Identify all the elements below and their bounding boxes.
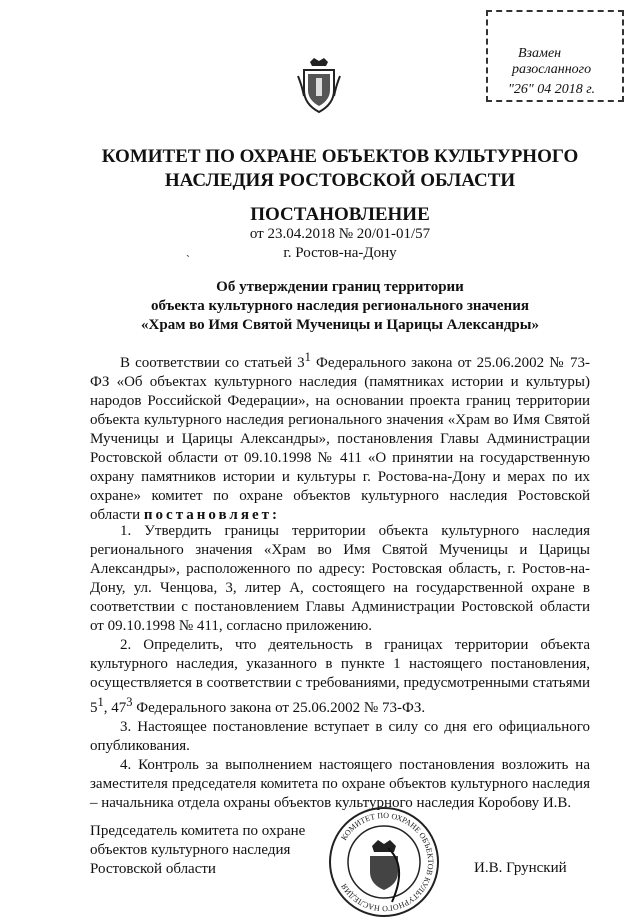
intro-paragraph <box>90 348 590 525</box>
scan-mark: ˴ <box>186 247 190 261</box>
subject-line1: Об утверждении границ территории <box>216 279 464 295</box>
item2-sup1: 1 <box>97 695 104 709</box>
document-type: ПОСТАНОВЛЕНИЕ <box>250 204 430 225</box>
intro-sup: 1 <box>304 350 311 364</box>
intro-part2: Федерального закона от 25.06.2002 № 73-ФЗ «Об объектах культурного наследия (памятниках истории и культуры) народов Российской Федерации», на основании проекта границ территории объекта культурного наследия регионального значения «Храм во Имя Святой Мученицы и Царицы Александры», постановления Главы Администрации Ростовской области от 09.10.1998 № 411 «О принятии на государственную охрану памятников истории и культуры г. Ростова-на-Дону и мерах по их охране» комитет по охране объектов культурного наследия Ростовской области <box>90 355 590 523</box>
resolution-item-1: 1. Утвердить границы территории объекта культурного наследия регионального значения «Храм во Имя Святой Мученицы и Царицы Александры», расположенного по адресу: Ростовская область, г. Ростов-на-Дону, ул. Ченцова, 3, литер А, состоящего на государственной охране в соответствии с постановлением Главы Администрации Ростовской области от 09.10.1998 № 411, согласно приложению. <box>90 523 590 634</box>
item2-part1: 2. Определить, что деятельность в границах территории объекта культурного наследия, указанного в пункте 1 настоящего постановления, осуществляется в соответствии с требованиями, предусмотренными статьями 5 <box>90 637 590 716</box>
resolves-word: постановляет: <box>143 507 280 523</box>
signatory-position <box>90 822 330 879</box>
position-line3: Ростовской области <box>90 861 216 877</box>
document-subject <box>60 278 620 335</box>
stamp-line2: разосланного <box>512 62 592 77</box>
coat-of-arms-icon <box>296 56 342 116</box>
resolution-items <box>90 522 590 813</box>
document-date-number: от 23.04.2018 № 20/01-01/57 <box>249 226 431 242</box>
signatory-name: И.В. Грунский <box>474 860 567 876</box>
position-line1: Председатель комитета по охране <box>90 823 306 839</box>
position-line2: объектов культурного наследия <box>90 842 291 858</box>
seal-text: КОМИТЕТ ПО ОХРАНЕ ОБЪЕКТОВ КУЛЬТУРНОГО НАСЛЕДИЯ <box>339 810 436 914</box>
document-meta <box>60 225 620 263</box>
committee-line1: КОМИТЕТ ПО ОХРАНЕ ОБЪЕКТОВ КУЛЬТУРНОГО <box>101 146 579 167</box>
stamp-line3: "26" 04 2018 г. <box>508 82 596 97</box>
item2-part3: Федерального закона от 25.06.2002 № 73-ФЗ. <box>132 700 426 716</box>
document-city: г. Ростов-на-Дону <box>283 245 397 261</box>
distribution-stamp <box>486 10 624 102</box>
subject-line3: «Храм во Имя Святой Мученицы и Царицы Александры» <box>141 317 539 333</box>
official-seal-icon <box>328 806 440 918</box>
resolution-item-3: 3. Настоящее постановление вступает в силу со дня его официального опубликования. <box>90 719 590 754</box>
item2-part2: , 47 <box>103 700 127 716</box>
subject-line2: объекта культурного наследия регионального значения <box>151 298 529 314</box>
committee-name <box>60 145 620 193</box>
stamp-line1: Взамен <box>518 46 562 61</box>
resolution-item-4: 4. Контроль за выполнением настоящего постановления возложить на заместителя председателя комитета по охране объектов культурного наследия – начальника отдела охраны объектов культурного наследия Коробову И.В. <box>90 757 590 811</box>
committee-line2: НАСЛЕДИЯ РОСТОВСКОЙ ОБЛАСТИ <box>164 170 516 191</box>
item2-sup2: 3 <box>126 695 133 709</box>
intro-part1: В соответствии со статьей 3 <box>120 355 305 371</box>
resolution-item-2 <box>90 636 590 718</box>
